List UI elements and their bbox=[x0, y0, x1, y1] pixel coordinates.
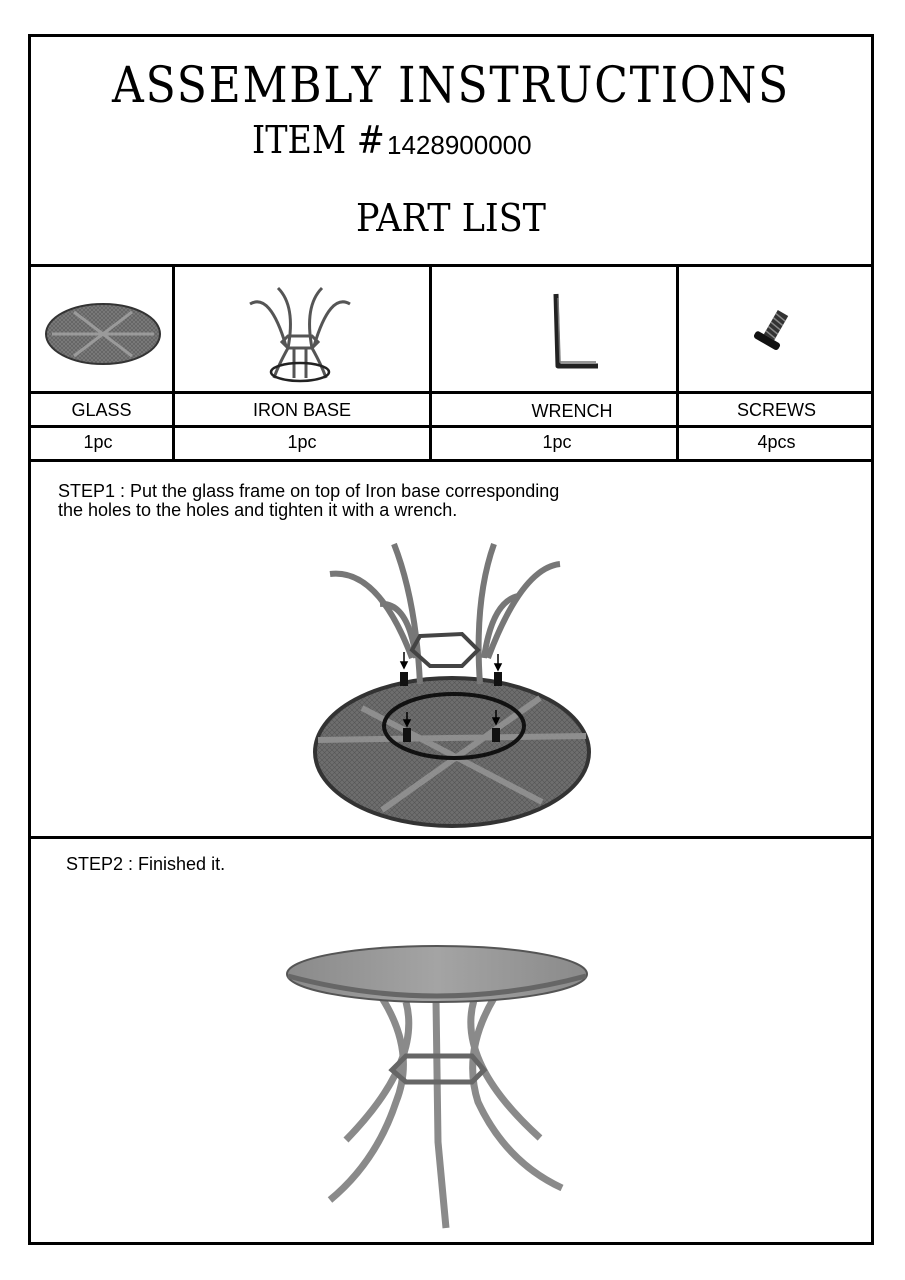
parts-table-bottom bbox=[28, 459, 874, 462]
document-title: ASSEMBLY INSTRUCTIONS bbox=[112, 56, 790, 114]
parts-image-divider bbox=[28, 391, 874, 394]
part-qty-iron-base: 1pc bbox=[287, 432, 317, 452]
part-name-screws: SCREWS bbox=[736, 400, 816, 420]
iron-base-icon bbox=[248, 286, 352, 382]
parts-name-divider bbox=[28, 425, 874, 428]
glass-top-icon bbox=[44, 302, 162, 366]
part-list-title: PART LIST bbox=[355, 196, 546, 240]
step1-assembly-illustration bbox=[312, 540, 592, 832]
part-qty-wrench: 1pc bbox=[542, 432, 572, 452]
part-qty-screws: 4pcs bbox=[757, 432, 796, 452]
part-name-glass: GLASS bbox=[71, 400, 132, 420]
part-qty-glass: 1pc bbox=[83, 432, 113, 452]
allen-wrench-icon bbox=[548, 292, 604, 372]
item-number: 1428900000 bbox=[387, 130, 532, 160]
part-name-iron-base: IRON BASE bbox=[252, 400, 352, 420]
screw-icon bbox=[752, 308, 792, 356]
step2-finished-table-illustration bbox=[286, 942, 590, 1232]
part-name-wrench: WRENCH bbox=[531, 401, 613, 421]
step-divider bbox=[28, 836, 874, 839]
item-label: ITEM # bbox=[252, 118, 385, 162]
step1-line2: the holes to the holes and tighten it with a wrench. bbox=[58, 500, 458, 520]
item-number-line bbox=[252, 118, 532, 162]
step2-text: STEP2 : Finished it. bbox=[66, 854, 226, 874]
step1-text bbox=[58, 482, 559, 520]
step1-line1: STEP1 : Put the glass frame on top of Iron base corresponding bbox=[58, 481, 560, 501]
header-divider bbox=[28, 264, 874, 267]
